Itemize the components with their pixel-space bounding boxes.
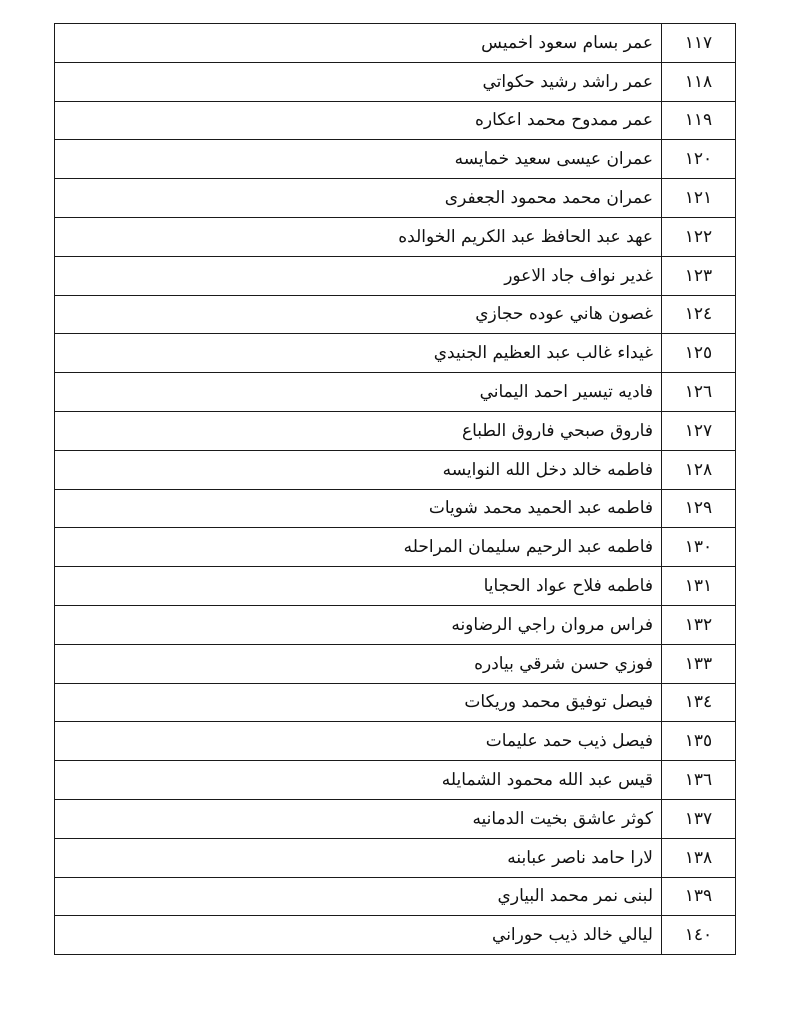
person-name: فراس مروان راجي الرضاونه — [55, 605, 662, 644]
row-number: ١٣١ — [662, 567, 736, 606]
row-number: ١٢٨ — [662, 450, 736, 489]
row-number: ١٢٣ — [662, 256, 736, 295]
person-name: عمر بسام سعود اخميس — [55, 24, 662, 63]
table-row — [55, 916, 736, 955]
table-row — [55, 140, 736, 179]
row-number: ١٢٥ — [662, 334, 736, 373]
table-row — [55, 24, 736, 63]
row-number: ١٢٤ — [662, 295, 736, 334]
row-number: ١٢١ — [662, 179, 736, 218]
table-row — [55, 373, 736, 412]
table-row — [55, 450, 736, 489]
table-row — [55, 295, 736, 334]
row-number: ١٣٥ — [662, 722, 736, 761]
table-row — [55, 838, 736, 877]
person-name: فيصل ذيب حمد عليمات — [55, 722, 662, 761]
row-number: ١١٧ — [662, 24, 736, 63]
names-table-body — [55, 24, 736, 955]
row-number: ١٢٦ — [662, 373, 736, 412]
person-name: فوزي حسن شرقي بيادره — [55, 644, 662, 683]
person-name: عمران محمد محمود الجعفرى — [55, 179, 662, 218]
person-name: فاطمه عبد الرحيم سليمان المراحله — [55, 528, 662, 567]
row-number: ١٢٠ — [662, 140, 736, 179]
table-row — [55, 605, 736, 644]
person-name: عهد عبد الحافظ عبد الكريم الخوالده — [55, 217, 662, 256]
row-number: ١٣٨ — [662, 838, 736, 877]
row-number: ١٣٢ — [662, 605, 736, 644]
row-number: ١٤٠ — [662, 916, 736, 955]
table-row — [55, 256, 736, 295]
row-number: ١٣٠ — [662, 528, 736, 567]
row-number: ١٢٢ — [662, 217, 736, 256]
table-row — [55, 799, 736, 838]
table-row — [55, 179, 736, 218]
table-row — [55, 334, 736, 373]
table-row — [55, 683, 736, 722]
person-name: غدير نواف جاد الاعور — [55, 256, 662, 295]
row-number: ١٢٧ — [662, 411, 736, 450]
row-number: ١٣٣ — [662, 644, 736, 683]
person-name: لارا حامد ناصر عبابنه — [55, 838, 662, 877]
table-row — [55, 528, 736, 567]
person-name: فيصل توفيق محمد وريكات — [55, 683, 662, 722]
table-row — [55, 217, 736, 256]
person-name: فاطمه خالد دخل الله النوايسه — [55, 450, 662, 489]
table-row — [55, 722, 736, 761]
table-row — [55, 567, 736, 606]
names-table — [54, 23, 736, 955]
person-name: ليالي خالد ذيب حوراني — [55, 916, 662, 955]
person-name: فاطمه عبد الحميد محمد شويات — [55, 489, 662, 528]
person-name: فاطمه فلاح عواد الحجايا — [55, 567, 662, 606]
row-number: ١٣٦ — [662, 761, 736, 800]
person-name: كوثر عاشق بخيت الدمانيه — [55, 799, 662, 838]
table-row — [55, 877, 736, 916]
person-name: لبنى نمر محمد البياري — [55, 877, 662, 916]
table-row — [55, 644, 736, 683]
table-row — [55, 101, 736, 140]
row-number: ١٣٧ — [662, 799, 736, 838]
person-name: غيداء غالب عبد العظيم الجنيدي — [55, 334, 662, 373]
table-row — [55, 411, 736, 450]
person-name: عمر راشد رشيد حكواتي — [55, 62, 662, 101]
row-number: ١١٩ — [662, 101, 736, 140]
table-row — [55, 489, 736, 528]
row-number: ١٢٩ — [662, 489, 736, 528]
person-name: عمر ممدوح محمد اعكاره — [55, 101, 662, 140]
row-number: ١٣٤ — [662, 683, 736, 722]
person-name: فاروق صبحي فاروق الطباع — [55, 411, 662, 450]
row-number: ١١٨ — [662, 62, 736, 101]
person-name: عمران عيسى سعيد خمايسه — [55, 140, 662, 179]
table-row — [55, 761, 736, 800]
row-number: ١٣٩ — [662, 877, 736, 916]
table-row — [55, 62, 736, 101]
person-name: فاديه تيسير احمد اليماني — [55, 373, 662, 412]
person-name: غصون هاني عوده حجازي — [55, 295, 662, 334]
person-name: قيس عبد الله محمود الشمايله — [55, 761, 662, 800]
